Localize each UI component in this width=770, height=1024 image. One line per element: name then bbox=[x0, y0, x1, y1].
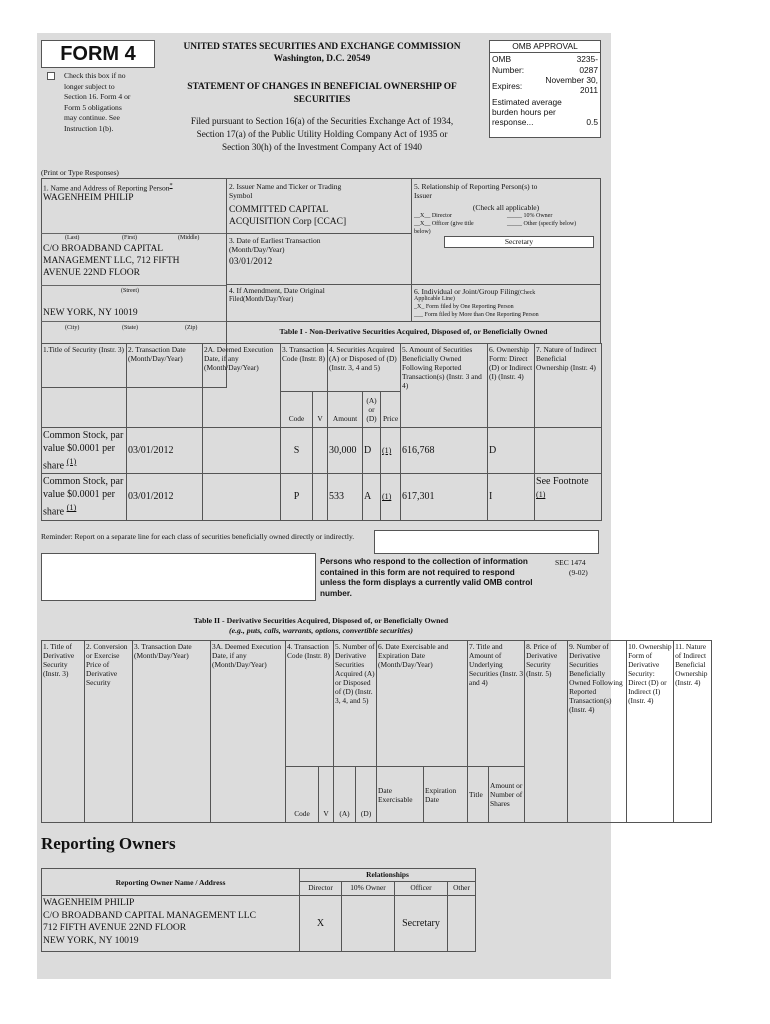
reminder-text: Reminder: Report on a separate line for each class of securities beneficially owned directly or indirectly. bbox=[41, 532, 355, 541]
omb-expires-value-2: 2011 bbox=[579, 85, 598, 95]
t2-h-exercisable: 6. Date Exercisable and Expiration Date (Month/Day/Year) bbox=[377, 641, 468, 767]
t1-r1-deemed bbox=[203, 428, 281, 474]
t2-h-code-sub: Code bbox=[286, 767, 319, 823]
owner-other-value bbox=[448, 896, 476, 952]
t2-h-number: 5. Number of Derivative Securities Acquired (A) or Disposed of (D) (Instr. 3, 4, and 5) bbox=[334, 641, 377, 767]
table-row bbox=[42, 896, 476, 952]
reminder-right-box bbox=[374, 530, 599, 554]
t1-r1-v bbox=[313, 428, 328, 474]
t2-h-d-sub: (D) bbox=[356, 767, 377, 823]
reminder-left-box bbox=[41, 553, 316, 601]
box6-label-2: Applicable Line) bbox=[414, 296, 455, 302]
omb-burden-label: response... bbox=[492, 117, 534, 127]
one-person-option: _X_ Form filed by One Reporting Person bbox=[414, 304, 514, 310]
officer-title-field: Secretary bbox=[444, 236, 594, 248]
first-label: (First) bbox=[122, 235, 137, 241]
issuer-name: COMMITTED CAPITAL ACQUISITION Corp [CCAC] bbox=[229, 205, 347, 227]
checkbox-text: Check this box if no longer subject to Section 16. Form 4 or Form 5 obligations may continue. See Instruction 1(b). bbox=[64, 71, 131, 133]
omb-approval-box bbox=[489, 40, 601, 138]
t1-r1-title: Common Stock, par value $0.0001 per share $^{(1)}$ bbox=[42, 428, 127, 474]
reporting-person-address: C/O BROADBAND CAPITAL MANAGEMENT LLC, 712 FIFTH AVENUE 22ND FLOOR bbox=[43, 244, 180, 278]
box3-label: 3. Date of Earliest Transaction (Month/Day/Year) bbox=[229, 236, 321, 254]
table2-title: Table II - Derivative Securities Acquired, Disposed of, or Beneficially Owned (e.g., puts, calls, warrants, options, convertible securities) bbox=[193, 616, 449, 635]
officer-header: Officer bbox=[395, 882, 448, 896]
owner-ten-pct-value bbox=[342, 896, 395, 952]
t2-h-code: 4. Transaction Code (Instr. 8) bbox=[286, 641, 334, 767]
omb-title: OMB APPROVAL bbox=[490, 41, 600, 53]
sec-code: SEC 1474 bbox=[555, 558, 586, 567]
box5-label: 5. Relationship of Reporting Person(s) to Issuer bbox=[414, 182, 538, 200]
officer-option: __X__ Officer (give title bbox=[414, 221, 474, 227]
t1-r1-nature bbox=[535, 428, 602, 474]
box4-label: 4. If Amendment, Date Original Filed(Month/Day/Year) bbox=[229, 286, 325, 303]
t1-h-title: 1.Title of Security (Instr. 3) bbox=[42, 344, 127, 428]
reporting-owners-table bbox=[41, 868, 476, 952]
other-option: _____ Other (specify below) bbox=[507, 221, 577, 227]
t1-r2-date: 03/01/2012 bbox=[127, 474, 203, 520]
last-label: (Last) bbox=[65, 235, 80, 241]
t1-h-code-sub: Code bbox=[281, 392, 313, 428]
city-label: (City) bbox=[65, 325, 80, 331]
t2-h-amount-sub: Amount or Number of Shares bbox=[489, 767, 525, 823]
t1-r2-price[interactable]: (1) bbox=[381, 474, 401, 520]
t2-h-title-sub: Title bbox=[468, 767, 489, 823]
t1-r2-form: I bbox=[488, 474, 535, 520]
ten-pct-header: 10% Owner bbox=[342, 882, 395, 896]
omb-burden-row bbox=[490, 97, 600, 129]
omb-burden-1: Estimated average bbox=[492, 97, 562, 107]
t1-r1-ad: D bbox=[363, 428, 381, 474]
relationships-header: Relationships bbox=[300, 869, 476, 882]
omb-number-value: 3235-0287 bbox=[576, 54, 598, 75]
ten-pct-owner-option: _____ 10% Owner bbox=[507, 213, 553, 219]
owner-director-value: X bbox=[300, 896, 342, 952]
t1-r1-code: S bbox=[281, 428, 313, 474]
t1-h-price-sub: Price bbox=[381, 392, 401, 428]
t1-h-amount: 5. Amount of Securities Beneficially Owned Following Reported Transaction(s) (Instr. 3 and 4) bbox=[401, 344, 488, 428]
middle-label: (Middle) bbox=[178, 235, 200, 241]
t1-r2-ad: A bbox=[363, 474, 381, 520]
t2-h-conversion: 2. Conversion or Exercise Price of Derivative Security bbox=[85, 641, 133, 823]
table-row bbox=[42, 474, 602, 520]
table1-title: Table I - Non-Derivative Securities Acquired, Disposed of, or Beneficially Owned bbox=[279, 327, 548, 336]
t2-h-date: 3. Transaction Date (Month/Day/Year) bbox=[133, 641, 211, 823]
t1-r1-price[interactable]: (1) bbox=[381, 428, 401, 474]
t1-h-securities: 4. Securities Acquired (A) or Disposed of (D) (Instr. 3, 4 and 5) bbox=[328, 344, 401, 392]
box2-label: 2. Issuer Name and Ticker or Trading Symbol bbox=[229, 182, 342, 200]
sec-date: (9-02) bbox=[569, 568, 588, 577]
t1-r1-owned: 616,768 bbox=[401, 428, 488, 474]
derivative-table bbox=[41, 640, 712, 823]
t1-r1-date: 03/01/2012 bbox=[127, 428, 203, 474]
t1-h-ad-sub: (A) or (D) bbox=[363, 392, 381, 428]
below-label: below) bbox=[414, 229, 431, 235]
omb-number-row bbox=[490, 53, 600, 75]
t1-h-ownership: 6. Ownership Form: Direct (D) or Indirect (I) (Instr. 4) bbox=[488, 344, 535, 428]
director-option: __X__ Director bbox=[414, 213, 452, 219]
t1-h-v-sub: V bbox=[313, 392, 328, 428]
t1-h-code: 3. Transaction Code (Instr. 8) bbox=[281, 344, 328, 392]
t1-r2-amount: 533 bbox=[328, 474, 363, 520]
t2-h-deemed: 3A. Deemed Execution Date, if any (Month/Day/Year) bbox=[211, 641, 286, 823]
t2-h-nature: 11. Nature of Indirect Beneficial Ownership (Instr. 4) bbox=[674, 641, 712, 823]
footnote-link[interactable]: (1) bbox=[536, 490, 546, 500]
omb-number-label: OMB Number: bbox=[492, 54, 525, 75]
omb-burden-value: 0.5 bbox=[586, 117, 598, 127]
t1-r2-deemed bbox=[203, 474, 281, 520]
t1-h-nature: 7. Nature of Indirect Beneficial Ownership (Instr. 4) bbox=[535, 344, 602, 428]
t1-r2-v bbox=[313, 474, 328, 520]
omb-expires-value-1: November 30, bbox=[545, 75, 598, 85]
check-all-applicable: (Check all applicable) bbox=[472, 203, 540, 212]
director-header: Director bbox=[300, 882, 342, 896]
state-label: (State) bbox=[122, 325, 138, 331]
t2-h-title: 1. Title of Derivative Security (Instr. 3) bbox=[42, 641, 85, 823]
street-label: (Street) bbox=[121, 288, 139, 294]
t1-r1-amount: 30,000 bbox=[328, 428, 363, 474]
agency-header: UNITED STATES SECURITIES AND EXCHANGE COMMISSION Washington, D.C. 20549 bbox=[183, 42, 461, 64]
earliest-transaction-date: 03/01/2012 bbox=[229, 257, 273, 267]
box1-label: 1. Name and Address of Reporting Person* bbox=[43, 182, 173, 193]
statement-title: STATEMENT OF CHANGES IN BENEFICIAL OWNERSHIP OF SECURITIES bbox=[187, 82, 457, 105]
multi-person-option: ___ Form filed by More than One Reporting Person bbox=[414, 312, 539, 318]
t2-h-a-sub: (A) bbox=[334, 767, 356, 823]
zip-label: (Zip) bbox=[185, 325, 198, 331]
table-row bbox=[42, 428, 602, 474]
omb-burden-2: burden hours per bbox=[492, 107, 556, 117]
reporting-person-city: NEW YORK, NY 10019 bbox=[43, 308, 138, 318]
t2-h-date-ex-sub: Date Exercisable bbox=[377, 767, 424, 823]
t1-r2-nature: See Footnote (1) bbox=[535, 474, 602, 520]
filed-pursuant: Filed pursuant to Section 16(a) of the Securities Exchange Act of 1934, Section 17(a) of the Public Utility Holding Company Act of 1935 or Section 30(h) of the Investment Company Act of 1940 bbox=[190, 116, 454, 152]
form-title: FORM 4 bbox=[60, 43, 136, 65]
print-note: (Print or Type Responses) bbox=[41, 168, 119, 177]
no-longer-subject-checkbox[interactable] bbox=[47, 72, 55, 80]
box6-label: 6. Individual or Joint/Group Filing(Check bbox=[414, 287, 536, 296]
omb-expires-label: Expires: bbox=[492, 81, 523, 91]
reporting-owners-heading: Reporting Owners bbox=[41, 834, 176, 853]
form-title-box bbox=[41, 40, 155, 68]
t1-r2-code: P bbox=[281, 474, 313, 520]
footnote-link[interactable]: (1) bbox=[66, 503, 77, 513]
other-header: Other bbox=[448, 882, 476, 896]
t2-h-v-sub: V bbox=[319, 767, 334, 823]
omb-expires-row bbox=[490, 75, 600, 97]
t2-h-price: 8. Price of Derivative Security (Instr. 5) bbox=[525, 641, 568, 823]
owner-name-address: WAGENHEIM PHILIP C/O BROADBAND CAPITAL MANAGEMENT LLC 712 FIFTH AVENUE 22ND FLOOR NEW YORK, NY 10019 bbox=[42, 896, 300, 952]
t1-r2-title: Common Stock, par value $0.0001 per share $^{(1)}$ bbox=[42, 474, 127, 520]
reporting-person-name: WAGENHEIM PHILIP bbox=[43, 193, 134, 203]
t1-h-date: 2. Transaction Date (Month/Day/Year) bbox=[127, 344, 203, 428]
t2-h-owned: 9. Number of Derivative Securities Beneficially Owned Following Reported Transaction(s) (Instr. 4) bbox=[568, 641, 627, 823]
owner-officer-value: Secretary bbox=[395, 896, 448, 952]
t1-r2-owned: 617,301 bbox=[401, 474, 488, 520]
t1-h-deemed: 2A. Deemed Execution Date, if any (Month/Day/Year) bbox=[203, 344, 281, 428]
t2-h-form: 10. Ownership Form of Derivative Security: Direct (D) or Indirect (I) (Instr. 4) bbox=[627, 641, 674, 823]
t2-h-underlying: 7. Title and Amount of Underlying Securities (Instr. 3 and 4) bbox=[468, 641, 525, 767]
form-page bbox=[37, 33, 708, 979]
t2-h-exp-sub: Expiration Date bbox=[424, 767, 468, 823]
persons-notice: Persons who respond to the collection of information contained in this form are not required to respond unless the form displays a currently valid OMB control number. bbox=[320, 557, 533, 598]
t1-h-amount-sub: Amount bbox=[328, 392, 363, 428]
t1-r1-form: D bbox=[488, 428, 535, 474]
owner-col-name: Reporting Owner Name / Address bbox=[42, 869, 300, 896]
footnote-link[interactable]: (1) bbox=[66, 457, 77, 466]
non-derivative-table bbox=[41, 343, 602, 521]
